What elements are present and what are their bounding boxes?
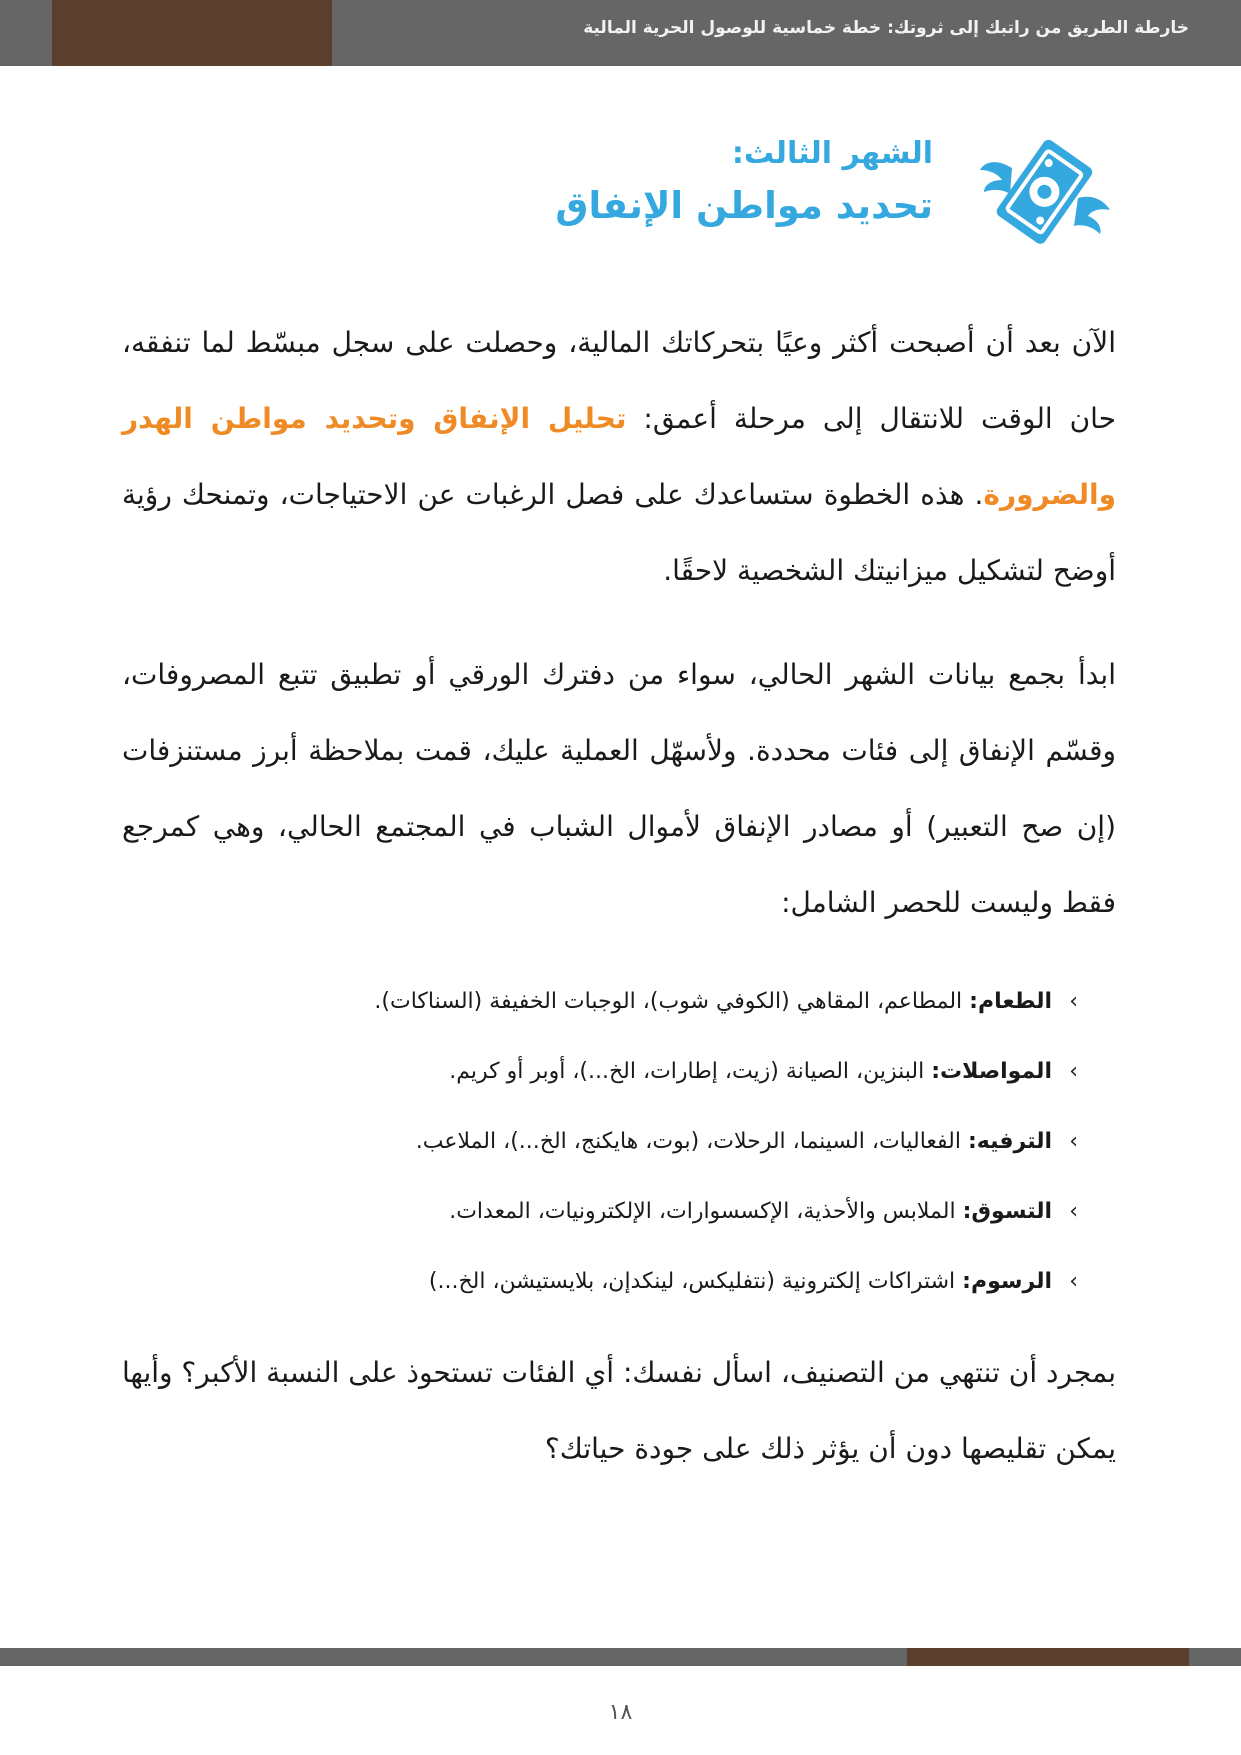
spending-categories-list <box>122 967 1078 1317</box>
section-kicker: الشهر الثالث: <box>731 136 933 171</box>
intro-highlight: تحليل الإنفاق وتحديد مواطن الهدر والضرورة <box>122 402 1116 511</box>
category-label: الطعام: <box>969 989 1052 1014</box>
main-content <box>122 305 1116 1487</box>
list-item <box>122 967 1078 1037</box>
list-item <box>122 1247 1078 1317</box>
category-label: المواصلات: <box>931 1059 1052 1084</box>
category-label: التسوق: <box>962 1199 1052 1224</box>
list-item <box>122 1107 1078 1177</box>
list-item <box>122 1037 1078 1107</box>
section-title: تحديد مواطن الإنفاق <box>555 184 933 227</box>
intro-paragraph <box>122 305 1116 609</box>
bullet-chevron-icon: › <box>1069 989 1078 1014</box>
page-number: ١٨ <box>608 1700 633 1725</box>
closing-paragraph: بمجرد أن تنتهي من التصنيف، اسأل نفسك: أي الفئات تستحوذ على النسبة الأكبر؟ وأيها يمكن تقليصها دون أن يؤثر ذلك على جودة حياتك؟ <box>122 1356 1116 1465</box>
bullet-chevron-icon: › <box>1069 1059 1078 1084</box>
category-label: الترفيه: <box>968 1129 1052 1154</box>
bullet-chevron-icon: › <box>1069 1199 1078 1224</box>
running-header-title: خارطة الطريق من راتبك إلى ثروتك: خطة خماسية للوصول الحرية المالية <box>583 18 1189 38</box>
category-text: الفعاليات، السينما، الرحلات، (بوت، هايكنج، الخ...)، الملاعب. <box>415 1129 968 1154</box>
intro-text-start: الآن بعد أن أصبحت أكثر وعيًا بتحركاتك المالية، وحصلت على سجل مبسّط لما تنفقه، حان الوقت للانتقال إلى مرحلة أعمق: <box>122 326 1117 435</box>
flying-money-icon <box>978 128 1112 254</box>
section-heading <box>555 132 933 236</box>
bullet-chevron-icon: › <box>1069 1129 1078 1154</box>
intro-text-end: . هذه الخطوة ستساعدك على فصل الرغبات عن الاحتياجات، وتمنحك رؤية أوضح لتشكيل ميزانيتك الشخصية لاحقًا. <box>122 478 1116 587</box>
category-text: اشتراكات إلكترونية (نتفليكس، لينكدإن، بلايستيشن، الخ...) <box>428 1269 963 1294</box>
category-label: الرسوم: <box>962 1269 1052 1294</box>
list-item <box>122 1177 1078 1247</box>
header-accent-block <box>52 0 332 66</box>
instructions-paragraph: ابدأ بجمع بيانات الشهر الحالي، سواء من دفترك الورقي أو تطبيق تتبع المصروفات، وقسّم الإنفاق إلى فئات محددة. ولأسهّل العملية عليك، قمت بملاحظة أبرز مستنزفات (إن صح التعبير) أو مصادر الإنفاق لأموال الشباب في المجتمع الحالي، وهي كمرجع فقط وليست للحصر الشامل: <box>122 658 1116 919</box>
category-text: الملابس والأحذية، الإكسسوارات، الإلكترونيات، المعدات. <box>449 1199 963 1224</box>
bullet-chevron-icon: › <box>1069 1269 1078 1294</box>
footer-accent-block <box>907 1648 1189 1666</box>
category-text: البنزين، الصيانة (زيت، إطارات، الخ...)، أوبر أو كريم. <box>449 1059 932 1084</box>
category-text: المطاعم، المقاهي (الكوفي شوب)، الوجبات الخفيفة (السناكات). <box>374 989 970 1014</box>
